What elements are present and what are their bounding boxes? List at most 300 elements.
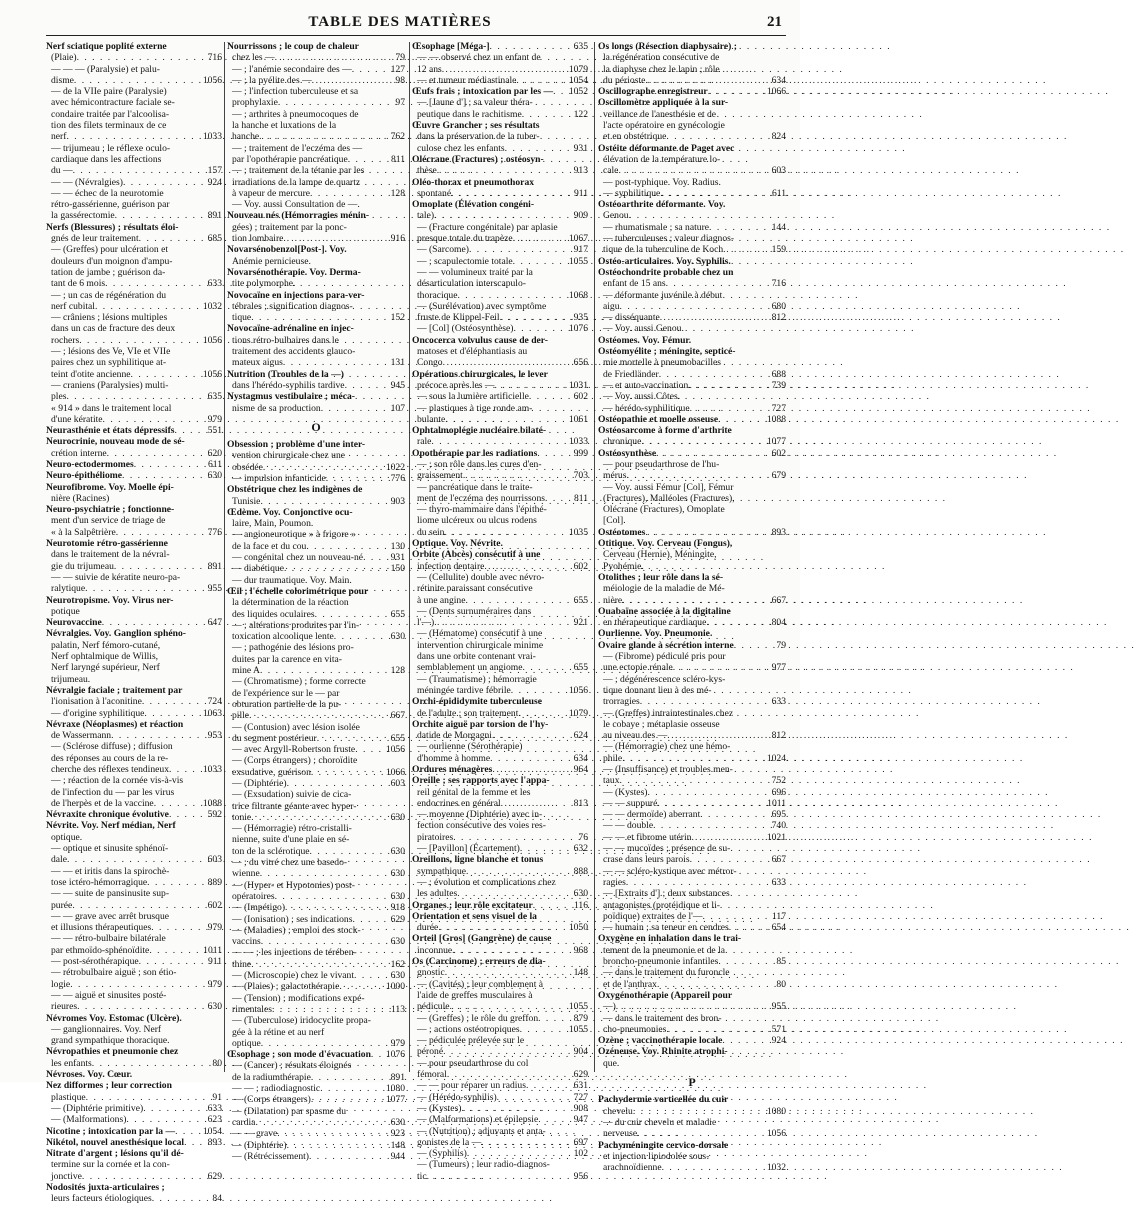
index-entry: [46, 425, 222, 436]
index-entry-page: 908: [573, 1102, 588, 1114]
index-entry: [46, 1137, 222, 1148]
index-entry: [598, 414, 786, 425]
index-entry: [598, 527, 786, 538]
index-entry-page: 611: [771, 187, 786, 199]
leader-dots: [497, 1092, 573, 1103]
index-entry-text: des liquides oculaires: [232, 608, 315, 620]
index-entry-text: Névropathies et pneumonie chez: [46, 1046, 179, 1058]
index-entry-text: précoce après les —: [417, 379, 495, 391]
index-entry-page: 1056: [766, 1128, 786, 1140]
index-entry-text: des réponses au cours de la re-: [51, 752, 169, 764]
index-entry-text: bulante: [417, 413, 446, 425]
index-entry: [46, 764, 222, 775]
index-entry-page: 634: [573, 752, 588, 764]
index-entry-text: poïdique) extraites de l'—: [603, 910, 703, 922]
index-column-4: [598, 41, 786, 1174]
leader-dots: [706, 617, 770, 628]
index-entry-page: 1056: [202, 368, 222, 380]
leader-dots: [434, 617, 572, 628]
index-entry-page: 1055: [568, 1023, 588, 1035]
index-entry-text: — (Malformations) et épilepsie: [417, 1114, 539, 1126]
index-entry: [46, 369, 222, 380]
index-entry: [46, 741, 222, 752]
leader-dots: [553, 86, 568, 97]
index-entry: [46, 1159, 222, 1170]
leader-dots: [538, 1114, 572, 1125]
index-entry: [227, 64, 405, 75]
header-rule: [46, 35, 786, 36]
index-entry: [598, 52, 786, 63]
index-entry: [227, 507, 405, 518]
index-entry: [598, 143, 786, 154]
leader-dots: [363, 552, 390, 563]
leader-dots: [467, 1148, 573, 1159]
index-entry-text: — ourlienne (Sérothérapie): [417, 741, 523, 753]
index-entry: [598, 165, 786, 176]
index-entry: [412, 256, 588, 267]
index-entry-page: 144: [771, 221, 786, 233]
index-entry-text: le cobaye ; métaplasie osseuse: [603, 718, 720, 730]
index-entry-text: Ostéopathie et moelle osseuse: [598, 413, 719, 425]
leader-dots: [317, 733, 390, 744]
leader-dots: [462, 1103, 573, 1114]
index-entry-page: 956: [573, 1170, 588, 1182]
index-entry-text: tant de 6 mois: [51, 278, 106, 290]
index-entry: [412, 391, 588, 402]
index-entry-text: Orientation et sens visuel de la: [412, 910, 537, 922]
index-entry: [46, 809, 222, 820]
index-entry-text: — ; altérations produites par l'in-: [232, 619, 360, 631]
index-entry: [227, 109, 405, 120]
index-entry-text: — (Microscopie) chez le vivant: [232, 970, 355, 982]
index-entry-text: — (Hématome) consécutif à une: [417, 628, 543, 640]
index-entry: [227, 256, 405, 267]
index-entry-text: Neuro-ectodermomes: [46, 458, 134, 470]
index-entry: [598, 41, 786, 52]
leader-dots: [637, 1128, 766, 1139]
index-entry: [227, 1151, 405, 1162]
index-entry: [227, 450, 405, 461]
index-entry-page: 102: [573, 1148, 588, 1160]
leader-dots: [666, 278, 771, 289]
index-entry: [412, 583, 588, 594]
index-entry: [46, 775, 222, 786]
leader-dots: [490, 753, 572, 764]
index-entry-text: Névralgies. Voy. Ganglion sphéno-: [46, 628, 186, 640]
index-entry-text: phile: [603, 752, 623, 764]
index-entry: [227, 1106, 405, 1117]
index-entry: [598, 979, 786, 990]
index-entry: [46, 1046, 222, 1057]
index-entry: [46, 628, 222, 639]
index-entry: [227, 767, 405, 778]
index-entry-page: 911: [207, 956, 222, 968]
index-entry-text: — (Fibrome) pédiculé pris pour: [603, 651, 726, 663]
index-entry: [598, 290, 786, 301]
index-entry: [46, 357, 222, 368]
index-entry-page: 116: [573, 899, 588, 911]
index-entry: [412, 1069, 588, 1080]
leader-dots: [709, 222, 771, 233]
index-entry-text: nière (Racines): [51, 492, 110, 504]
index-entry: [46, 820, 222, 831]
index-entry-text: Névrite. Voy. Nerf médian, Nerf: [46, 820, 176, 832]
index-entry-text: — crâniens ; lésions multiples: [51, 312, 168, 324]
index-entry-text: toxication alcoolique lente: [232, 631, 334, 643]
index-entry-text: rimentales: [232, 1003, 272, 1015]
index-entry-text: Opothérapie par les radiations: [412, 447, 538, 459]
index-entry-text: ralytique: [51, 583, 86, 595]
index-entry-text: exsudative, guérison: [232, 766, 311, 778]
index-entry-page: 688: [771, 368, 786, 380]
index-entry-text: par ethmoïdo-sphénoïdite: [51, 944, 150, 956]
index-entry: [598, 854, 786, 865]
index-entry: [598, 357, 786, 368]
leader-dots: [469, 244, 573, 255]
index-entry: [412, 244, 588, 255]
index-entry-text: péroné: [417, 1046, 444, 1058]
index-entry: [46, 301, 222, 312]
index-entry: [412, 369, 588, 380]
index-entry-text: plastique: [51, 1091, 86, 1103]
index-entry: [412, 41, 588, 52]
index-entry: [412, 753, 588, 764]
index-entry: [598, 787, 786, 798]
index-entry-text: potique: [51, 605, 80, 617]
index-entry: [227, 244, 405, 255]
index-entry-text: — Voy. aussi Consultation de —.: [232, 199, 360, 211]
index-entry: [227, 86, 405, 97]
index-entry: [46, 448, 222, 459]
index-entry: [46, 527, 222, 538]
index-entry-page: 762: [390, 131, 405, 143]
index-entry-text: — (Tension) ; modifications expé-: [232, 992, 365, 1004]
leader-dots: [272, 1004, 390, 1015]
index-entry: [227, 52, 405, 63]
index-entry-text: — rhumatismale ; sa nature: [603, 221, 710, 233]
index-entry-text: arachnoïdienne: [603, 1162, 662, 1174]
index-entry: [227, 323, 405, 334]
leader-dots: [310, 846, 390, 857]
index-entry-text: Ostéochondrite probable chez un: [598, 266, 734, 278]
index-entry-text: mateux aigus: [232, 357, 283, 369]
index-entry-text: Nicotine ; intoxication par la —: [46, 1125, 176, 1137]
index-entry-text: Ostéoarthrite déformante. Voy.: [598, 199, 726, 211]
index-entry-text: — disséquante: [603, 312, 660, 324]
leader-dots: [348, 154, 390, 165]
leader-dots: [688, 380, 770, 391]
index-entry-page: 811: [573, 492, 588, 504]
index-entry-text: Orbite (Abcès) consécutif à une: [412, 549, 541, 561]
leader-dots: [656, 448, 771, 459]
index-entry-text: Olécrane (Fractures) ; ostéosyn-: [412, 153, 544, 165]
index-entry: [227, 1128, 405, 1139]
index-entry: [412, 628, 588, 639]
index-entry: [227, 1060, 405, 1071]
index-entry: [46, 979, 222, 990]
index-entry: [412, 832, 588, 843]
index-entry-page: 1088: [766, 413, 786, 425]
index-entry-text: duites par la carence en vita-: [232, 653, 343, 665]
index-entry: [227, 914, 405, 925]
leader-dots: [134, 459, 207, 470]
leader-dots: [251, 959, 389, 970]
leader-dots: [445, 414, 568, 425]
leader-dots: [67, 854, 207, 865]
index-entry-text: Obstétrique chez les indigènes de: [227, 484, 363, 496]
index-entry: [412, 538, 588, 549]
index-entry: [598, 1106, 786, 1117]
index-entry-page: 917: [573, 244, 588, 256]
index-entry: [598, 1117, 786, 1128]
index-entry-text: la diaphyse chez le lapin ; rôle: [603, 63, 720, 75]
index-entry: [598, 425, 786, 436]
index-entry: [598, 1035, 786, 1046]
index-entry-text: les enfants: [51, 1057, 92, 1069]
index-entry: [46, 1058, 222, 1069]
index-entry-text: Ordures ménagères: [412, 764, 493, 775]
index-entry-page: 79: [395, 52, 405, 64]
index-entry-text: gie du trijumeau: [51, 560, 114, 572]
leader-dots: [437, 165, 573, 176]
leader-dots: [92, 1058, 212, 1069]
index-entry: [227, 631, 405, 642]
index-entry-text: (Fractures), Malléoles (Fractures),: [603, 492, 735, 504]
index-entry-text: endocrines en général: [417, 797, 501, 809]
index-entry-text: — — et iritis dans la spirochè-: [51, 865, 170, 877]
index-entry-text: Pachyméningite cervico-dorsale: [598, 1139, 729, 1151]
index-entry-text: Oscillomètre appliquée à la sur-: [598, 97, 729, 109]
leader-dots: [431, 436, 567, 447]
leader-dots: [339, 981, 384, 992]
index-entry-page: 979: [207, 413, 222, 425]
index-entry-text: — Voy. aussi Fémur [Col], Fémur: [603, 481, 734, 493]
index-entry-text: optique.: [51, 831, 83, 843]
leader-dots: [131, 369, 202, 380]
index-entry: [46, 549, 222, 560]
index-entry-text: — Voy. aussi Genou.: [603, 323, 684, 335]
index-entry-text: — — rétro-bulbaire bilatérale: [51, 933, 166, 945]
index-entry: [412, 640, 588, 651]
index-entry-text: — ; arthrites à pneumocoques de: [232, 108, 359, 120]
index-entry-text: — (Hyper- et Hypotonies) post-: [232, 879, 355, 891]
index-entry-page: 1088: [202, 797, 222, 809]
index-entry: [598, 674, 786, 685]
index-entry: [598, 1046, 786, 1057]
index-entry-text: Ouabaïne associée à la digitaline: [598, 605, 731, 617]
index-entry-text: Os (Carcinome) ; erreurs de dia-: [412, 956, 546, 968]
leader-dots: [511, 685, 568, 696]
leader-dots: [285, 902, 390, 913]
index-entry-text: — rétrobulbaire aiguë ; son étio-: [51, 967, 177, 979]
leader-dots: [645, 75, 770, 86]
index-entry: [46, 1069, 222, 1080]
index-entry: [412, 911, 588, 922]
leader-dots: [77, 1001, 207, 1012]
index-entry-text: cale: [603, 165, 619, 177]
index-entry: [412, 267, 588, 278]
index-entry-text: Neurotropisme. Voy. Virus ner-: [46, 594, 174, 606]
index-entry-page: 680: [771, 300, 786, 312]
index-entry-page: 716: [771, 278, 786, 290]
index-entry: [46, 346, 222, 357]
index-entry-page: 629: [390, 913, 405, 925]
index-entry: [46, 199, 222, 210]
index-entry: [412, 120, 588, 131]
index-entry: [227, 597, 405, 608]
leader-dots: [352, 914, 389, 925]
index-entry-page: 1056: [385, 744, 405, 756]
index-entry: [46, 97, 222, 108]
index-entry: [412, 1024, 588, 1035]
index-entry: [46, 787, 222, 798]
index-entry-text: Ostéotomes: [598, 526, 646, 538]
index-entry: [412, 595, 588, 606]
index-entry-text: tébrales ; signification diagnos-: [232, 300, 353, 312]
index-entry-text: traitement des accidents glauco-: [232, 346, 356, 358]
index-entry-page: 1032: [202, 300, 222, 312]
index-entry-text: une ectopie rénale: [603, 662, 673, 674]
index-entry-text: — (Rétrécissement): [232, 1150, 309, 1162]
index-entry-text: la gassérectomie: [51, 210, 115, 222]
index-entry: [412, 199, 588, 210]
index-entry: [412, 131, 588, 142]
index-entry-page: 1024: [766, 752, 786, 764]
index-entry: [46, 730, 222, 741]
leader-dots: [287, 778, 390, 789]
index-entry-text: — — aiguë et sinusites posté-: [51, 989, 167, 1001]
leader-dots: [451, 188, 573, 199]
index-entry: [598, 199, 786, 210]
index-entry-page: 953: [207, 730, 222, 742]
index-entry: [598, 538, 786, 549]
index-entry: [412, 967, 588, 978]
index-entry-text: — (Plaies) ; galactothérapie: [232, 981, 340, 993]
index-entry: [412, 154, 588, 165]
leader-dots: [321, 403, 390, 414]
index-entry-page: 630: [390, 811, 405, 823]
index-entry: [227, 233, 405, 244]
index-entry: [46, 515, 222, 526]
index-entry-text: graissement: [417, 470, 463, 482]
leader-dots: [523, 662, 573, 673]
index-entry: [598, 1024, 786, 1035]
index-entry: [227, 143, 405, 154]
leader-dots: [626, 877, 771, 888]
index-entry-page: 740: [771, 820, 786, 832]
index-entry: [227, 586, 405, 597]
index-entry: [46, 956, 222, 967]
index-entry-text: Ostéo-articulaires. Voy. Syphilis.: [598, 255, 731, 267]
index-entry-page: 113: [390, 1003, 405, 1015]
index-entry: [227, 75, 405, 86]
index-entry-text: douleurs d'un moignon d'ampu-: [51, 255, 173, 267]
index-entry: [412, 719, 588, 730]
leader-dots: [622, 595, 770, 606]
index-entry-page: 1011: [203, 944, 222, 956]
index-entry-text: mie mortelle à pneumobacilles: [603, 357, 722, 369]
index-entry: [412, 436, 588, 447]
index-entry: [412, 165, 588, 176]
index-entry-page: 824: [771, 131, 786, 143]
index-entry: [46, 922, 222, 933]
index-entry-text: tion lombaire: [232, 233, 284, 245]
index-entry: [412, 527, 588, 538]
index-entry-text: du —: [51, 165, 73, 177]
index-entry-page: 739: [771, 379, 786, 391]
index-entry-text: Organes ; leur rôle excitateur: [412, 899, 533, 911]
leader-dots: [149, 945, 202, 956]
index-entry-text: rale: [417, 436, 432, 448]
index-entry-text: — (Cavités) ; leur comblement à: [417, 978, 544, 990]
index-entry: [598, 120, 786, 131]
index-entry-page: 1055: [568, 1001, 588, 1013]
index-entry-text: semblablement un angiome: [417, 662, 523, 674]
index-entry: [412, 86, 588, 97]
index-entry: [227, 210, 405, 221]
index-entry: [598, 798, 786, 809]
index-entry-text: à vapeur de mercure: [232, 187, 311, 199]
index-entry-page: 889: [207, 876, 222, 888]
index-entry: [412, 854, 588, 865]
index-entry: [227, 346, 405, 357]
index-entry-page: 1022: [385, 461, 405, 473]
index-entry-text: gonistes de la —: [417, 1136, 482, 1148]
index-entry: [46, 1013, 222, 1024]
leader-dots: [309, 1151, 390, 1162]
index-entry-page: 630: [207, 1001, 222, 1013]
index-entry-text: cho-pneumonies: [603, 1023, 667, 1035]
index-entry: [227, 733, 405, 744]
index-entry-page: 685: [207, 233, 222, 245]
index-entry: [412, 617, 588, 628]
index-entry: [412, 403, 588, 414]
index-entry: [227, 403, 405, 414]
index-entry: [412, 459, 588, 470]
index-entry: [46, 1035, 222, 1046]
index-entry-text: trice filtrante géante avec hyper-: [232, 800, 357, 812]
index-entry-text: — (Contusion) avec lésion isolée: [232, 721, 360, 733]
index-entry-text: et de l'anthrax: [603, 978, 657, 990]
index-entry: [598, 482, 786, 493]
index-entry: [412, 945, 588, 956]
index-entry: [598, 75, 786, 86]
index-entry: [598, 877, 786, 888]
index-entry-text: Oncocerca volvulus cause de der-: [412, 334, 548, 346]
leader-dots: [66, 131, 201, 142]
index-entry-page: 813: [573, 797, 588, 809]
index-entry-text: — (Greffes) pour ulcération et: [51, 244, 169, 256]
index-entry: [46, 595, 222, 606]
index-entry-page: 630: [207, 470, 222, 482]
leader-dots: [463, 470, 573, 481]
index-entry: [227, 541, 405, 552]
index-entry: [227, 812, 405, 823]
index-entry: [598, 177, 786, 188]
index-entry-page: 979: [390, 1037, 405, 1049]
index-entry: [598, 549, 786, 560]
index-entry-text: — et auto-vaccination: [603, 379, 689, 391]
leader-dots: [283, 357, 390, 368]
leader-dots: [275, 891, 390, 902]
index-entry-text: — sous la lumière artificielle: [417, 391, 529, 403]
index-entry-text: — — suivie de kératite neuro-pa-: [51, 571, 181, 583]
leader-dots: [82, 1171, 207, 1182]
index-entry-text: — avec Argyll-Robertson fruste: [232, 744, 356, 756]
index-entry-page: 162: [390, 958, 405, 970]
index-entry-text: Œuvre Grancher ; ses résultats: [412, 120, 540, 132]
index-entry-text: l'ionisation à l'aconitine: [51, 696, 142, 708]
